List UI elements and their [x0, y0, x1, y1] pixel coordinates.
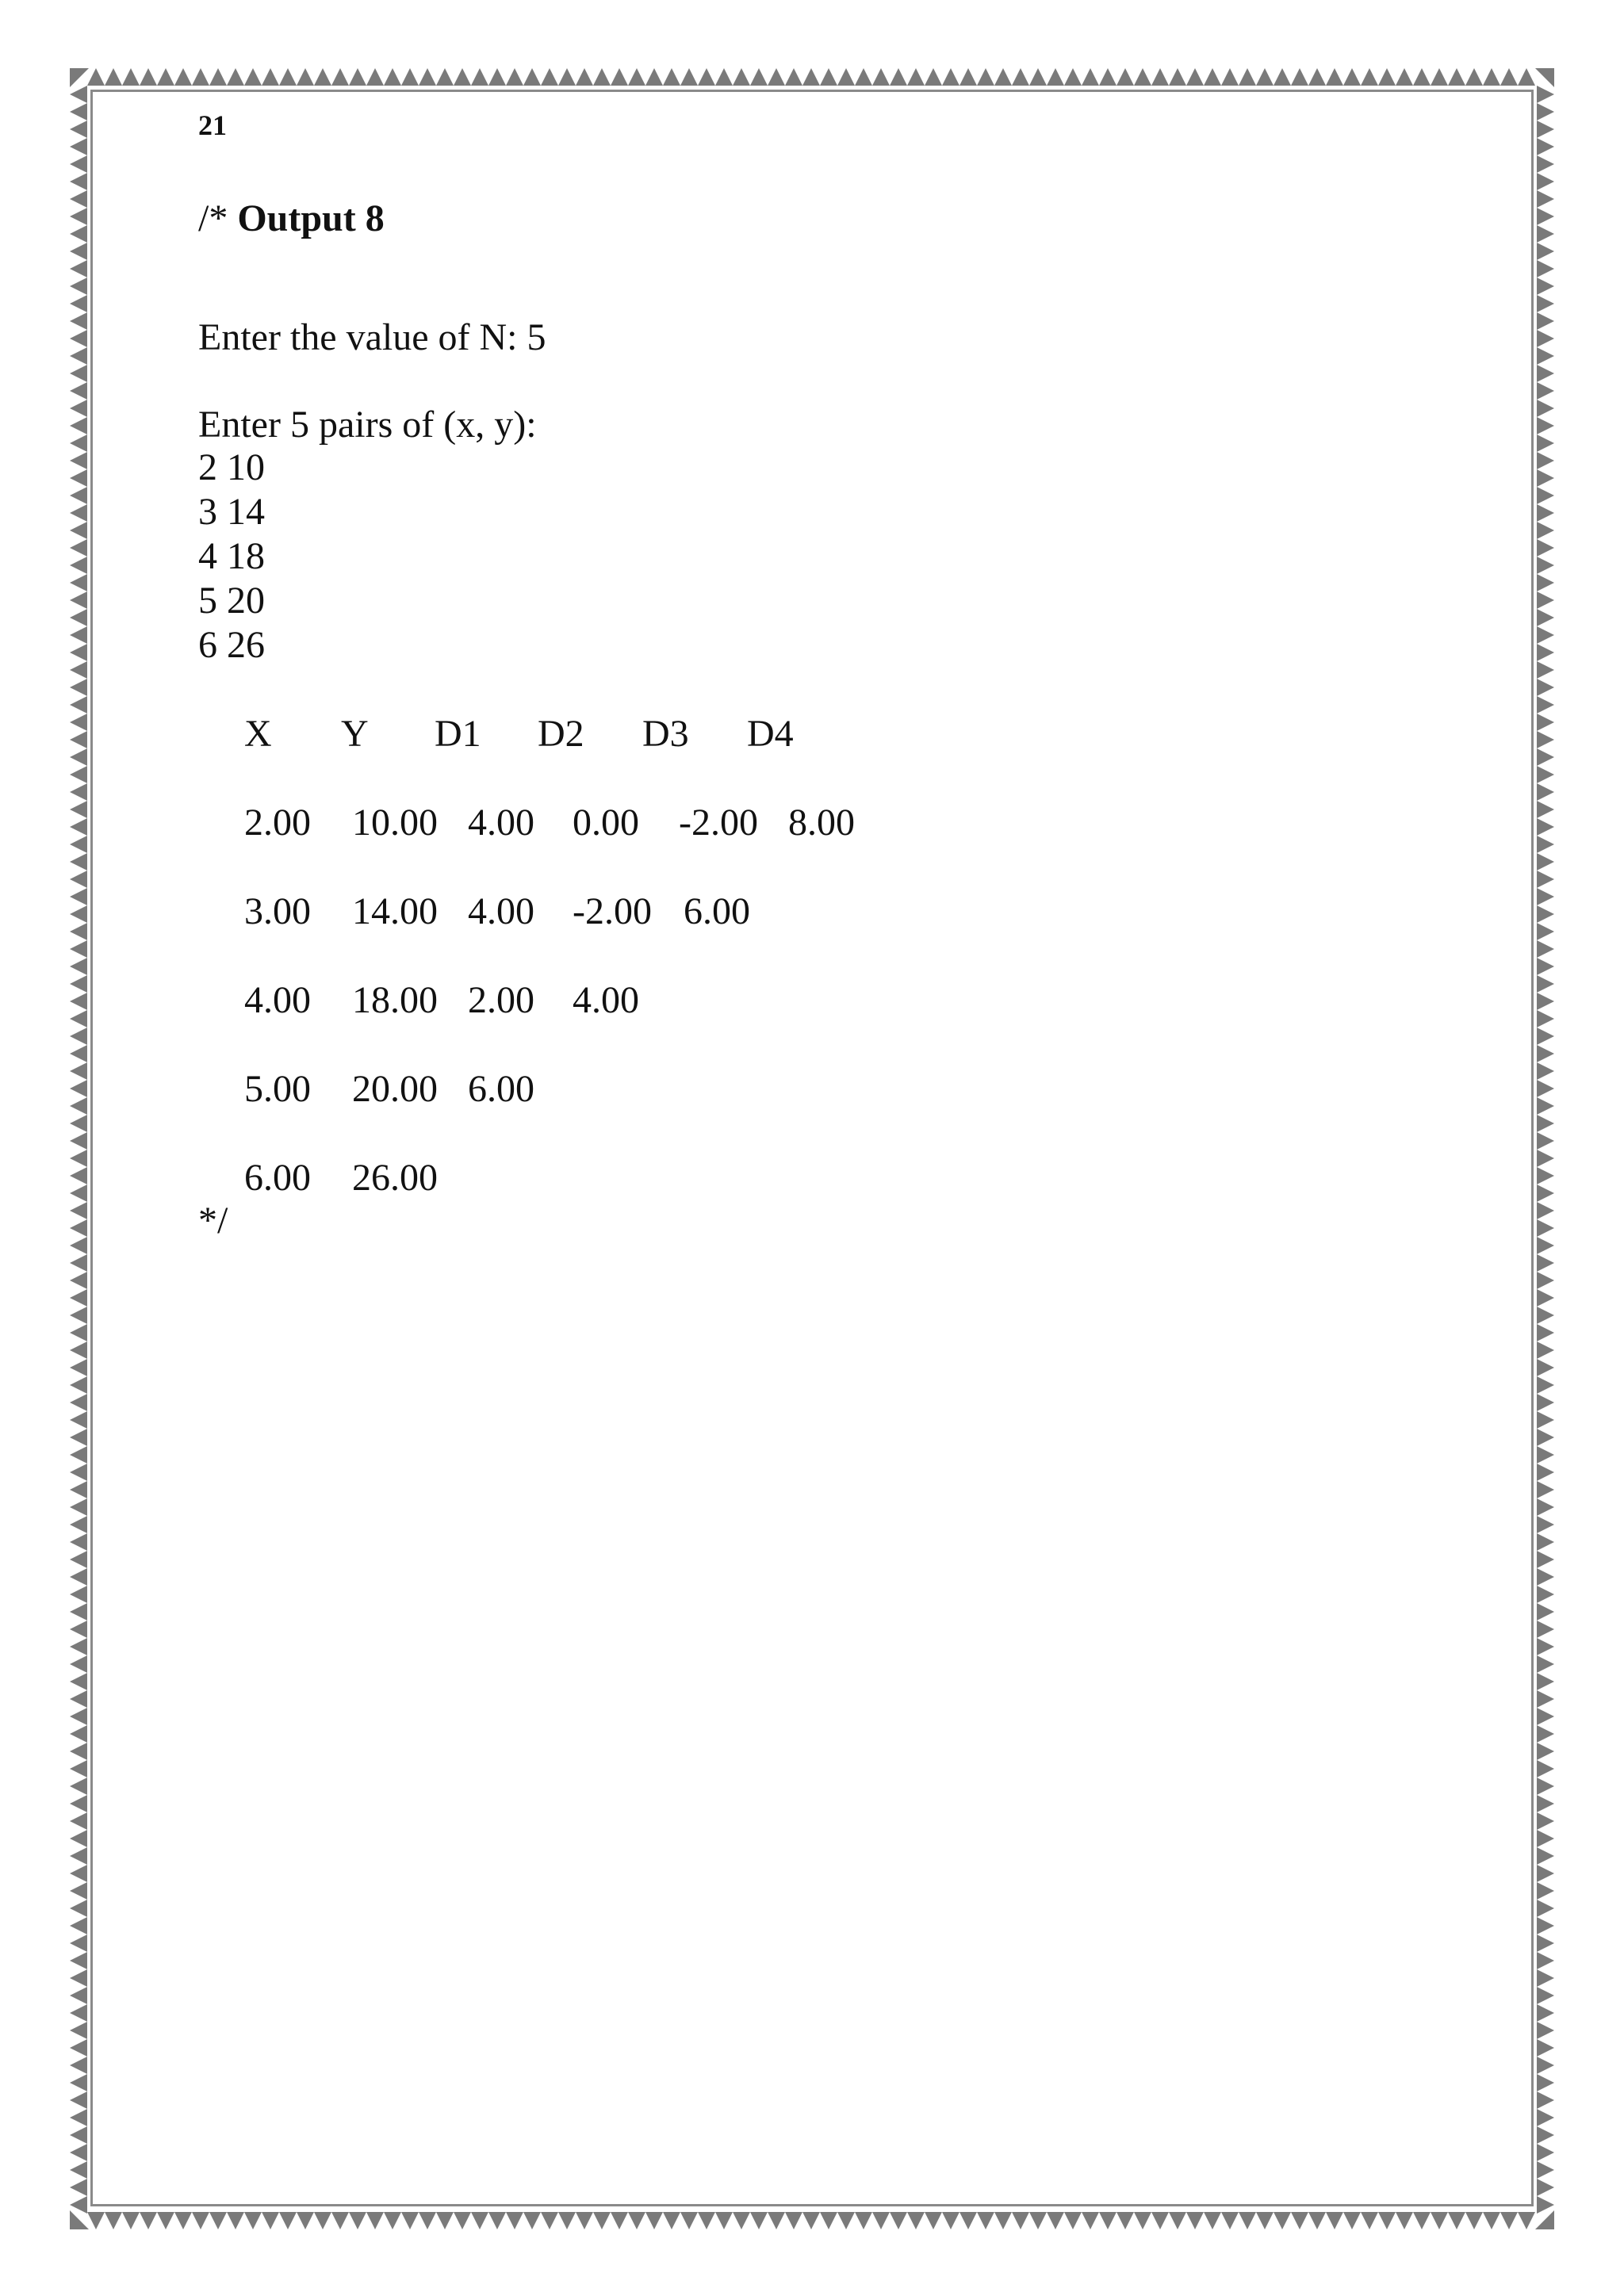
table-cell: 4.00: [468, 802, 534, 844]
table-cell: 4.00: [244, 979, 311, 1021]
page-number: 21: [198, 109, 227, 141]
table-cell: 4.00: [573, 979, 639, 1021]
input-pair-line: 6 26: [198, 624, 265, 666]
table-header-cell: D2: [538, 713, 584, 755]
table-header-cell: D3: [642, 713, 689, 755]
table-cell: 6.00: [684, 890, 750, 932]
table-cell: 8.00: [788, 802, 855, 844]
table-cell: 18.00: [352, 979, 438, 1021]
table-cell: 5.00: [244, 1068, 311, 1110]
table-header-cell: X: [244, 713, 272, 755]
table-cell: 2.00: [244, 802, 311, 844]
table-header-cell: D1: [435, 713, 481, 755]
input-pair-line: 2 10: [198, 446, 265, 488]
table-header-cell: D4: [747, 713, 794, 755]
table-cell: 10.00: [352, 802, 438, 844]
input-pair-line: 3 14: [198, 491, 265, 533]
comment-close: */: [198, 1200, 228, 1242]
table-cell: 3.00: [244, 890, 311, 932]
table-cell: 6.00: [244, 1157, 311, 1199]
table-cell: 2.00: [468, 979, 534, 1021]
comment-open: /*: [198, 197, 228, 239]
table-cell: 20.00: [352, 1068, 438, 1110]
table-cell: 14.00: [352, 890, 438, 932]
table-cell: 26.00: [352, 1157, 438, 1199]
table-cell: -2.00: [573, 890, 652, 932]
output-title: Output 8: [237, 197, 385, 239]
input-pair-line: 4 18: [198, 535, 265, 577]
table-cell: 4.00: [468, 890, 534, 932]
table-cell: 0.00: [573, 802, 639, 844]
table-cell: 6.00: [468, 1068, 534, 1110]
table-header-cell: Y: [341, 713, 369, 755]
input-pair-line: 5 20: [198, 580, 265, 622]
prompt-n: Enter the value of N: 5: [198, 316, 546, 358]
prompt-pairs: Enter 5 pairs of (x, y):: [198, 404, 537, 446]
output-heading: [198, 197, 385, 241]
table-cell: -2.00: [679, 802, 758, 844]
